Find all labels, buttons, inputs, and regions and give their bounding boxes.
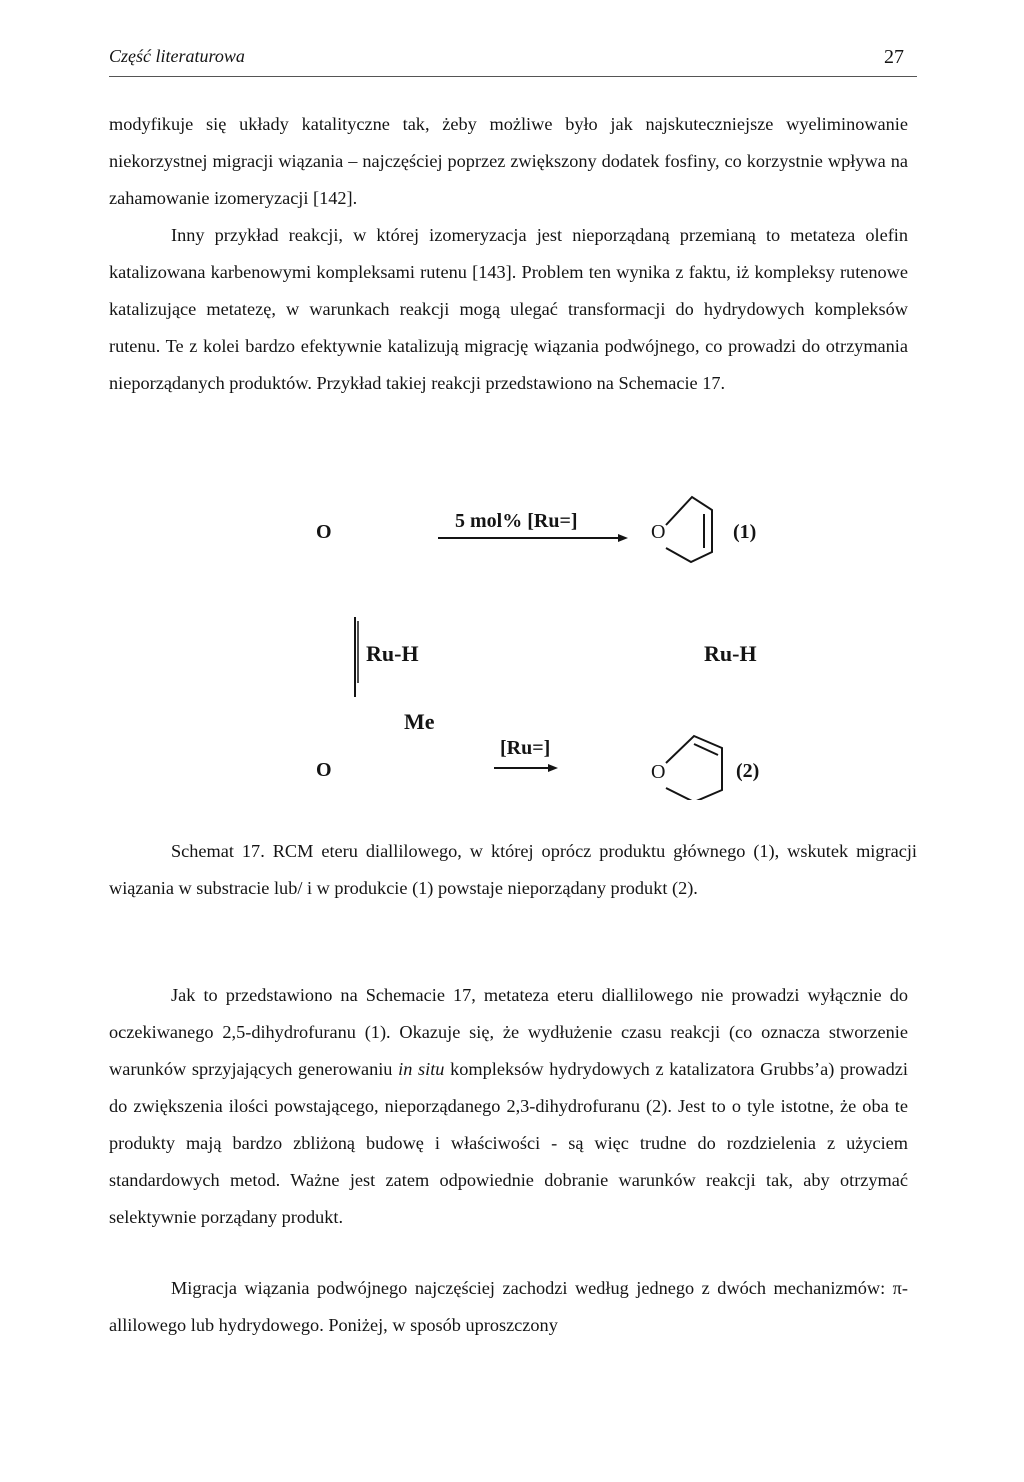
page-number: 27: [884, 46, 904, 68]
product2-number: (2): [736, 760, 760, 782]
scheme-caption: [109, 833, 917, 907]
product2-o: O: [651, 761, 666, 783]
caption-rest: wskutek migracji wiązania w substracie lub/ i w produkcie (1) powstaje nieporządany produkt (2).: [109, 841, 917, 898]
product2-ring: [666, 736, 722, 800]
header-divider: [109, 76, 917, 77]
product1-ring: [666, 497, 712, 562]
paragraph-4: Migracja wiązania podwójnego najczęściej zachodzi według jednego z dwóch mechanizmów: π-allilowego lub hydrydowego. Poniżej, w sposób uproszczony: [109, 1278, 908, 1335]
paragraph-2: Inny przykład reakcji, w której izomeryzacja jest nieporządaną przemianą to metateza olefin katalizowana karbenowymi kompleksami rutenu [143]. Problem ten wynika z faktu, iż kompleksy rutenowe katalizujące metatezę, w warunkach reakcji mogą ulegać transformacji do hydrydowych kompleksów rutenu. Te z kolei bardzo efektywnie katalizują migrację wiązania podwójnego, co prowadzi do otrzymania nieporządanych produktów. Przykład takiej reakcji przedstawiono na Schemacie 17.: [109, 225, 908, 393]
product1-number: (1): [733, 521, 757, 543]
reaction-scheme-17: [0, 470, 1024, 800]
me-label: Me: [404, 709, 435, 734]
paragraph-3-italic: in situ: [398, 1059, 445, 1079]
reactant-top-o: O: [316, 521, 332, 543]
reagent-top-label: 5 mol% [Ru=]: [455, 510, 578, 532]
paragraph-3-part2: kompleksów hydrydowych z katalizatora Grubbs’a) prowadzi do zwiększenia ilości powstającego, nieporządanego 2,3-dihydrofuranu (2). Jest to o tyle istotne, że oba te produkty mają bardzo zbliżoną budowę i właściwości - są więc trudne do rozdzielenia z użyciem standardowych metod. Ważne jest zatem odpowiednie dobranie warunków reakcji tak, aby otrzymać selektywnie porządany produkt.: [109, 1059, 908, 1227]
paragraph-1: modyfikuje się układy katalityczne tak, żeby możliwe było jak najskuteczniejsze wyeliminowanie niekorzystnej migracji wiązania – najczęściej poprzez zwiększony dodatek fosfiny, co korzystnie wpływa na zahamowanie izomeryzacji [142].: [109, 114, 908, 208]
caption-lead: Schemat 17. RCM eteru diallilowego, w której oprócz produktu głównego (1),: [171, 841, 780, 861]
ruh-left-label: Ru-H: [366, 641, 419, 666]
ruh-right-label: Ru-H: [704, 641, 757, 666]
reactant-bottom-o: O: [316, 759, 332, 781]
arrow-top-head: [618, 534, 628, 542]
running-header-title: Część literaturowa: [109, 46, 245, 66]
arrow-bottom-head: [548, 764, 558, 772]
paragraph-3: [109, 977, 908, 1236]
paragraph-3-part1: Jak to przedstawiono na Schemacie 17, metateza eteru diallilowego nie prowadzi wyłącznie do oczekiwanego 2,5-dihydrofuranu (1). Okazuje się, że wydłużenie czasu reakcji (co oznacza stworzenie warunków sprzyjających generowaniu: [109, 985, 908, 1079]
product1-o: O: [651, 521, 666, 543]
reagent-bottom-label: [Ru=]: [500, 737, 551, 759]
